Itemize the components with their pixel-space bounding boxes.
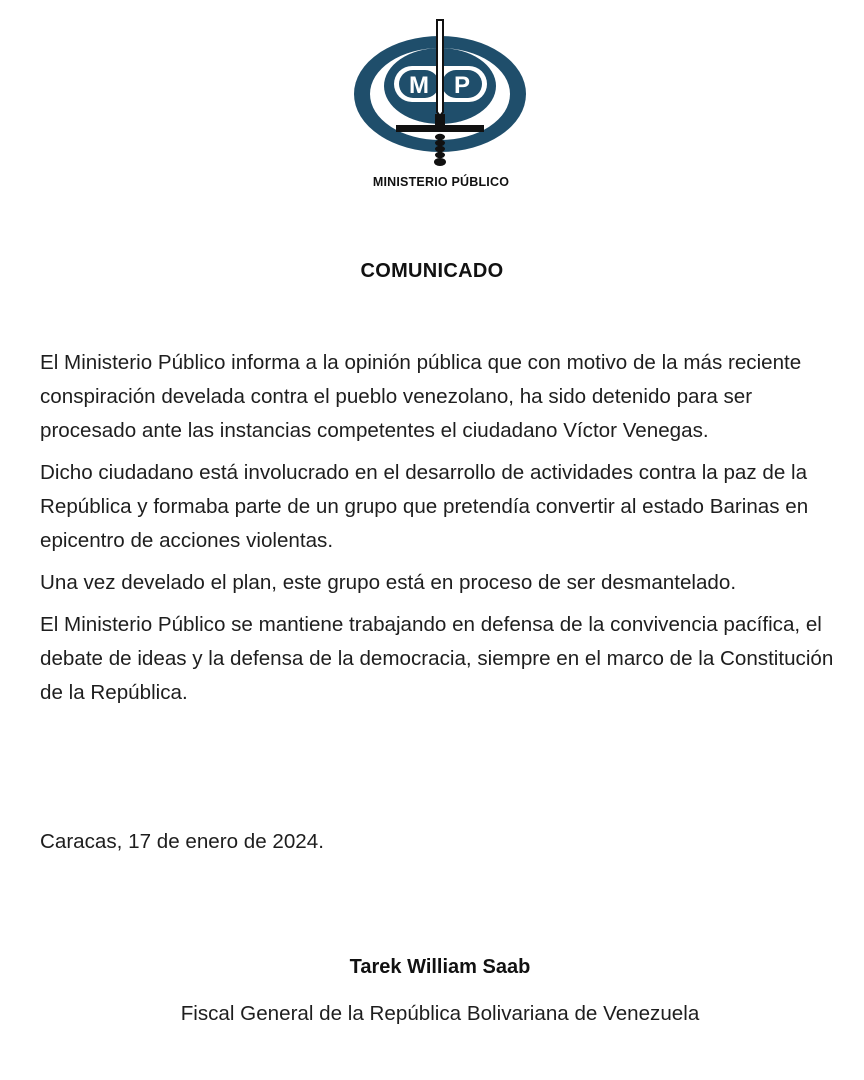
paragraph: El Ministerio Público se mantiene trabajando en defensa de la convivencia pacífica, el debate de ideas y la defensa de la democracia, siempre en el marco de la Constitución de la República. xyxy=(40,613,834,704)
mp-emblem-icon xyxy=(346,16,536,176)
logo-caption: MINISTERIO PÚBLICO xyxy=(372,175,510,189)
ministerio-publico-logo xyxy=(346,16,536,192)
paragraph: El Ministerio Público informa a la opinión pública que con motivo de la más reciente conspiración develada contra el pueblo venezolano, ha sido detenido para ser procesado ante las instancias competentes el ciudadano Víctor Venegas. xyxy=(40,351,802,442)
paragraph: Dicho ciudadano está involucrado en el desarrollo de actividades contra la paz de la República y formaba parte de un grupo que pretendía convertir al estado Barinas en epicentro de acciones violentas. xyxy=(40,461,809,552)
svg-text:M: M xyxy=(409,72,429,99)
svg-text:P: P xyxy=(453,72,471,99)
paragraph: Una vez develado el plan, este grupo está en proceso de ser desmantelado. xyxy=(40,571,737,594)
signer-name: Tarek William Saab xyxy=(349,956,531,978)
document-body xyxy=(40,346,840,718)
signer-title: Fiscal General de la República Bolivariana de Venezuela xyxy=(180,1002,700,1025)
document-heading: COMUNICADO xyxy=(360,260,504,282)
place-date: Caracas, 17 de enero de 2024. xyxy=(40,830,324,853)
